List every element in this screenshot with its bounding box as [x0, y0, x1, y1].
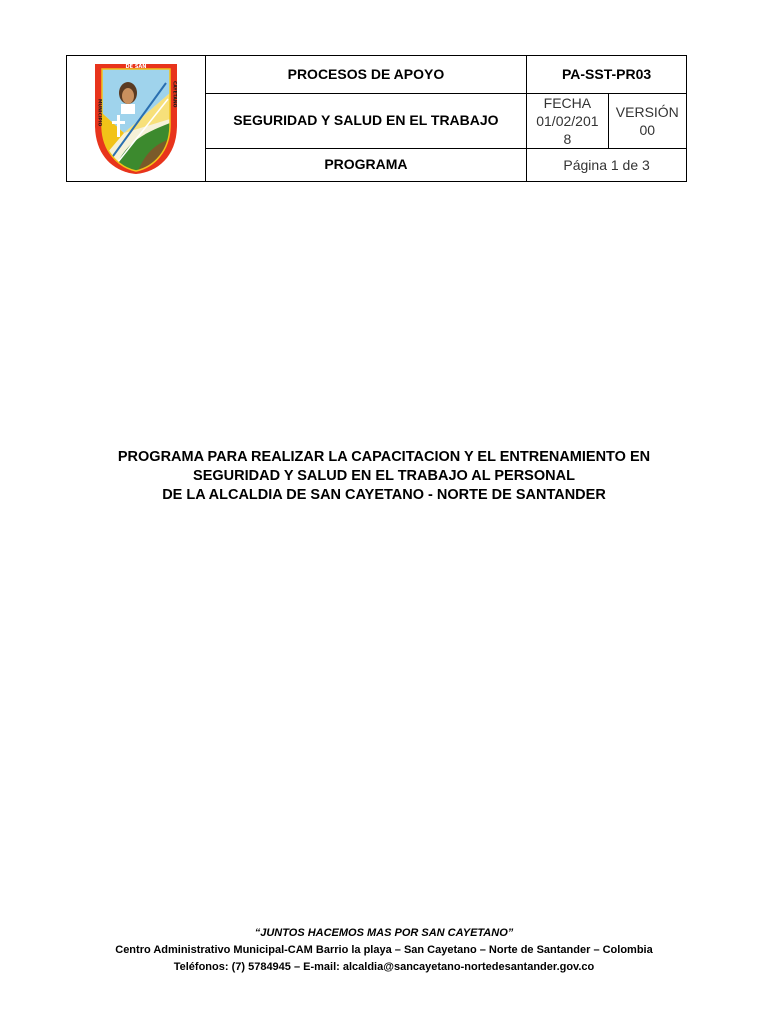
document-title-line-3: DE LA ALCALDIA DE SAN CAYETANO - NORTE DE SANTANDER [162, 487, 606, 503]
document-type: PROGRAMA [324, 156, 408, 172]
page-indicator: Página 1 de 3 [563, 156, 650, 173]
area-title-cell [205, 94, 527, 149]
process-title-cell [205, 56, 527, 94]
document-code-cell [527, 56, 687, 94]
fecha-cell [527, 94, 608, 149]
version-cell [608, 94, 686, 149]
document-code: PA-SST-PR03 [561, 65, 652, 82]
document-type-cell [205, 149, 527, 182]
seal-top-text: DE SAN [125, 63, 147, 70]
footer-address: Centro Administrativo Municipal-CAM Barrio la playa – San Cayetano – Norte de Santander – Colombia [115, 944, 653, 956]
fecha-label: FECHA [543, 95, 592, 111]
fecha-value: 01/02/2018 [536, 113, 599, 147]
logo-cell [67, 56, 206, 182]
seal-right-text: CAYETANO [171, 80, 177, 107]
municipal-seal-logo [94, 63, 178, 175]
version-label: VERSIÓN [615, 104, 679, 120]
process-title: PROCESOS DE APOYO [287, 65, 445, 82]
page-indicator-cell [527, 149, 687, 182]
version-value: 00 [639, 122, 656, 138]
page-footer [40, 925, 728, 976]
document-header-table [66, 55, 687, 182]
footer-contact: Teléfonos: (7) 5784945 – E-mail: alcaldia@sancayetano-nortedesantander.gov.co [173, 961, 595, 973]
document-title [40, 448, 728, 505]
document-title-line-2: SEGURIDAD Y SALUD EN EL TRABAJO AL PERSONAL [193, 468, 575, 484]
seal-left-text: MUNICIPIO [96, 98, 102, 126]
footer-slogan: “JUNTOS HACEMOS MAS POR SAN CAYETANO” [254, 927, 514, 939]
document-title-line-1: PROGRAMA PARA REALIZAR LA CAPACITACION Y EL ENTRENAMIENTO EN [117, 449, 651, 465]
area-title: SEGURIDAD Y SALUD EN EL TRABAJO [233, 112, 499, 128]
